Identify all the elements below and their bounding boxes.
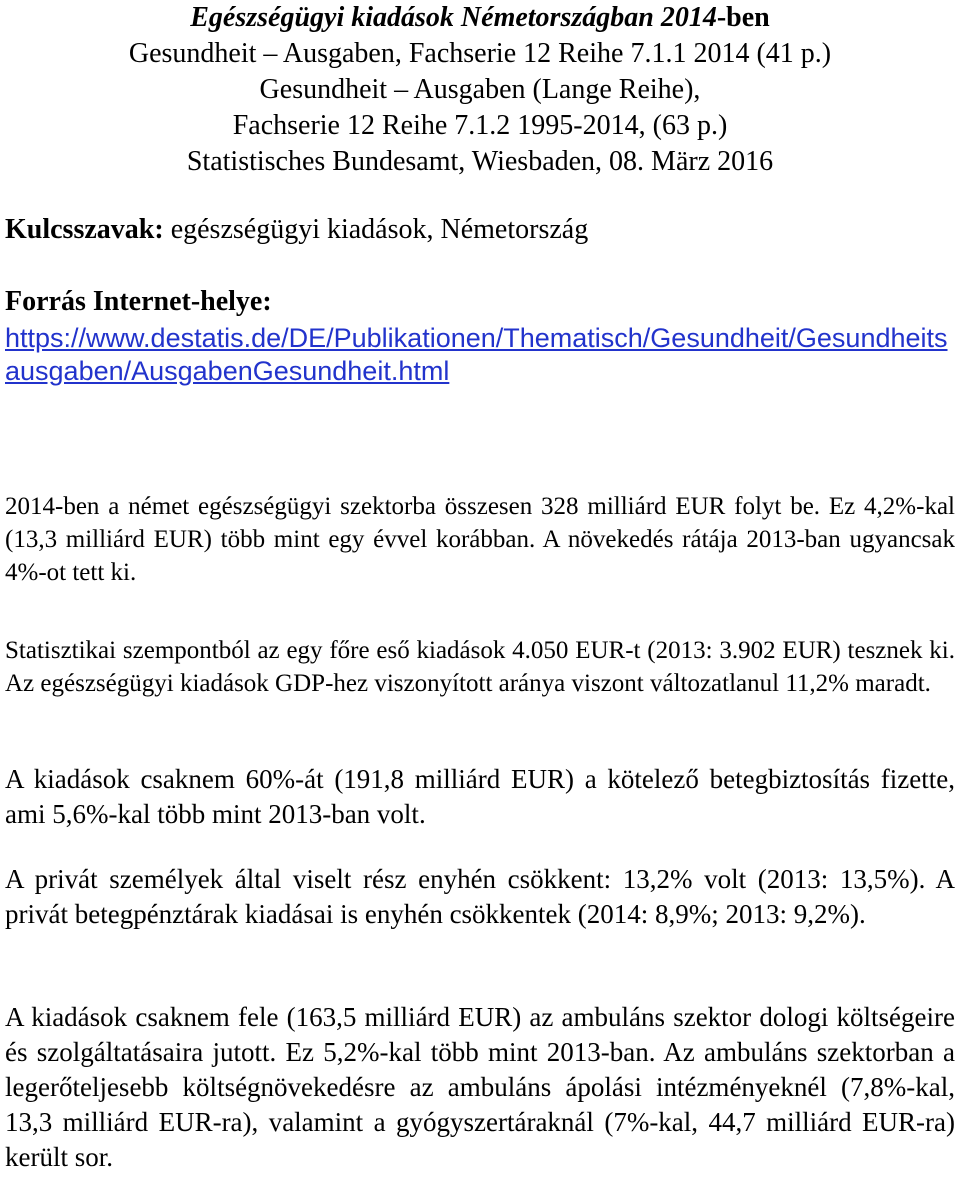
paragraph-total-spending: 2014-ben a német egészségügyi szektorba összesen 328 milliárd EUR folyt be. Ez 4,2%-kal (13,3 milliárd EUR) több mint egy évvel korábban. A növekedés rátája 2013-ban ugyancsak 4%-ot tett ki. <box>5 493 955 586</box>
keywords-value: egészségügyi kiadások, Németország <box>163 214 589 245</box>
source-publication-2: Gesundheit – Ausgaben (Lange Reihe), <box>259 74 701 105</box>
paragraph-private-share: A privát személyek által viselt rész enyhén csökkent: 13,2% volt (2013: 13,5%). A privát betegpénztárak kiadásai is enyhén csökkentek (2014: 8,9%; 2013: 9,2%). <box>5 864 955 929</box>
publisher-line: Statistisches Bundesamt, Wiesbaden, 08. März 2016 <box>186 146 774 177</box>
source-publication-1: Gesundheit – Ausgaben, Fachserie 12 Reihe 7.1.1 2014 (41 p.) <box>128 38 832 69</box>
paragraph-per-capita: Statisztikai szempontból az egy főre eső kiadások 4.050 EUR-t (2013: 3.902 EUR) tesznek ki. Az egészségügyi kiadások GDP-hez viszonyított aránya viszont változatlanul 11,2% maradt. <box>5 637 955 697</box>
source-label: Forrás Internet-helye: <box>5 286 272 317</box>
source-publication-2-series: Fachserie 12 Reihe 7.1.2 1995-2014, (63 p.) <box>232 110 728 141</box>
document-header <box>0 0 960 180</box>
keywords-label: Kulcsszavak: <box>5 214 164 245</box>
paragraph-statutory-insurance: A kiadások csaknem 60%-át (191,8 milliárd EUR) a kötelező betegbiztosítás fizette, ami 5,6%-kal több mint 2013-ban volt. <box>5 764 955 829</box>
paragraph-ambulatory-sector: A kiadások csaknem fele (163,5 milliárd EUR) az ambuláns szektor dologi költségeire és szolgáltatásaira jutott. Ez 5,2%-kal több mint 2013-ban. Az ambuláns szektorban a legerőteljesebb költségnövekedésre az ambuláns ápolási intézményeknél (7,8%-kal, 13,3 milliárd EUR-ra), valamint a gyógyszertáraknál (7%-kal, 44,7 milliárd EUR-ra) került sor. <box>5 1002 955 1172</box>
title-suffix: -ben <box>716 2 770 33</box>
source-url-link[interactable]: https://www.destatis.de/DE/Publikationen/Thematisch/Gesundheit/Gesundheitsausgaben/AusgabenGesundheit.html <box>5 323 948 386</box>
keywords-line <box>5 212 588 248</box>
title-italic-part: Egészségügyi kiadások Németországban 2014 <box>190 2 717 33</box>
document-title <box>0 0 960 36</box>
